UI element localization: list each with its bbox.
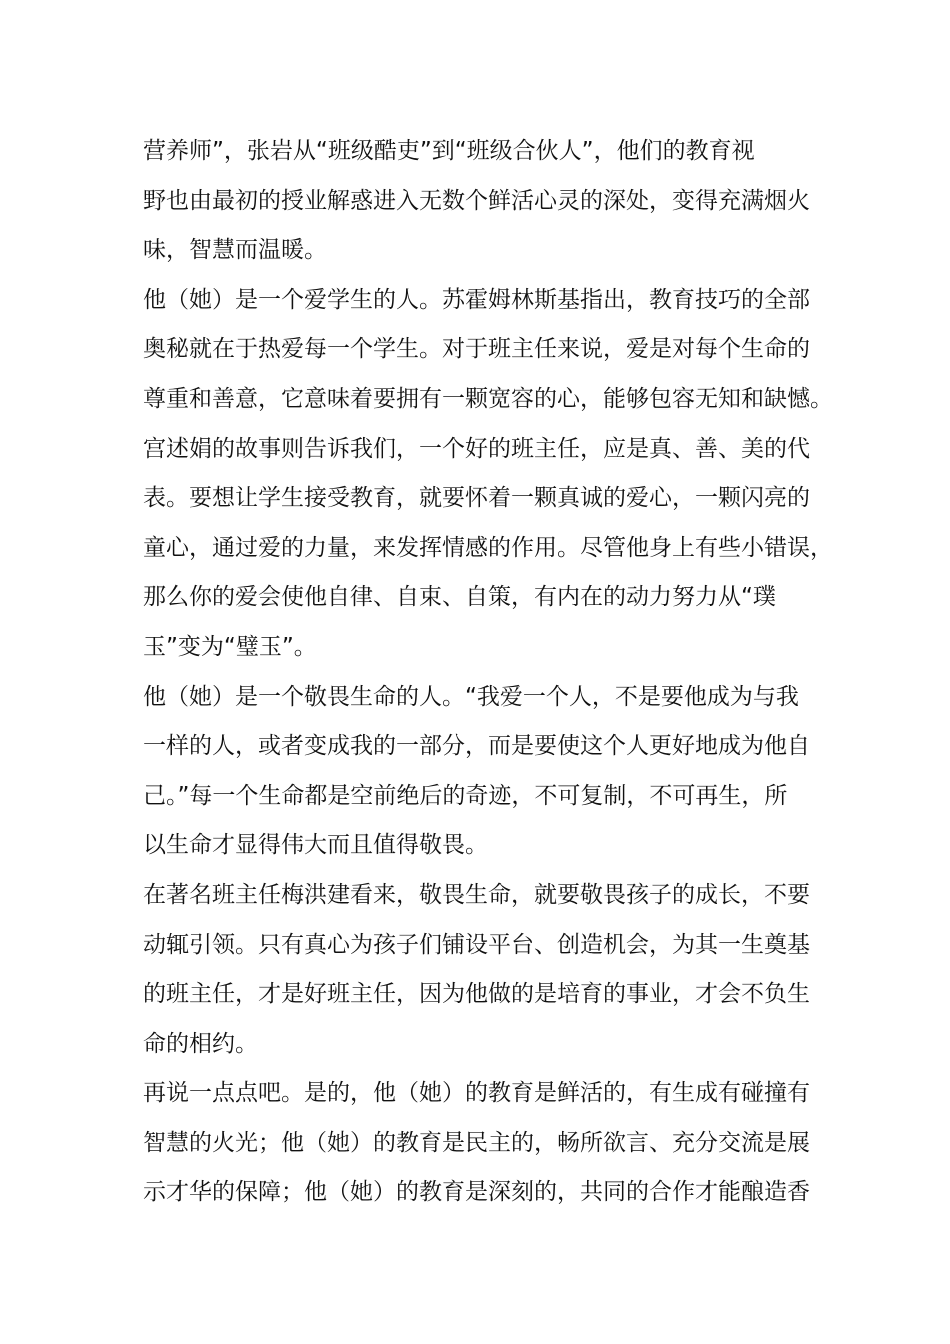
text-line: 命的相约。 xyxy=(143,1030,258,1057)
text-line: 动辄引领。只有真心为孩子们铺设平台、创造机会，为其一生奠基 xyxy=(143,931,810,958)
text-line: 智慧的火光；他（她）的教育是民主的，畅所欲言、充分交流是展 xyxy=(143,1129,810,1156)
text-line: 野也由最初的授业解惑进入无数个鲜活心灵的深处，变得充满烟火 xyxy=(143,187,810,214)
text-line: 己。”每一个生命都是空前绝后的奇迹，不可复制，不可再生，所 xyxy=(143,782,788,809)
text-line: 童心，通过爱的力量，来发挥情感的作用。尽管他身上有些小错误， xyxy=(143,534,833,561)
body-text xyxy=(143,127,833,1218)
text-line: 那么你的爱会使他自律、自束、自策，有内在的动力努力从“璞 xyxy=(143,584,776,611)
text-line: 他（她）是一个敬畏生命的人。“我爱一个人，不是要他成为与我 xyxy=(143,683,799,710)
text-line: 再说一点点吧。是的，他（她）的教育是鲜活的，有生成有碰撞有 xyxy=(143,1080,810,1107)
text-line: 营养师”，张岩从“班级酷吏”到“班级合伙人”，他们的教育视 xyxy=(143,138,755,164)
text-line: 尊重和善意，它意味着要拥有一颗宽容的心，能够包容无知和缺憾。 xyxy=(143,385,833,412)
text-line: 的班主任，才是好班主任，因为他做的是培育的事业，才会不负生 xyxy=(143,981,810,1008)
text-line: 一样的人，或者变成我的一部分，而是要使这个人更好地成为他自 xyxy=(143,733,810,760)
text-line: 宫述娟的故事则告诉我们，一个好的班主任，应是真、善、美的代 xyxy=(143,435,810,462)
text-line: 示才华的保障；他（她）的教育是深刻的，共同的合作才能酿造香 xyxy=(143,1179,810,1206)
text-line: 味，智慧而温暖。 xyxy=(143,237,327,264)
text-line: 奥秘就在于热爱每一个学生。对于班主任来说，爱是对每个生命的 xyxy=(143,336,810,363)
text-line: 他（她）是一个爱学生的人。苏霍姆林斯基指出，教育技巧的全部 xyxy=(143,286,810,313)
text-line: 以生命才显得伟大而且值得敬畏。 xyxy=(143,832,488,859)
text-line: 玉”变为“璧玉”。 xyxy=(143,633,317,660)
text-line: 表。要想让学生接受教育，就要怀着一颗真诚的爱心，一颗闪亮的 xyxy=(143,485,810,512)
text-line: 在著名班主任梅洪建看来，敬畏生命，就要敬畏孩子的成长，不要 xyxy=(143,881,810,908)
